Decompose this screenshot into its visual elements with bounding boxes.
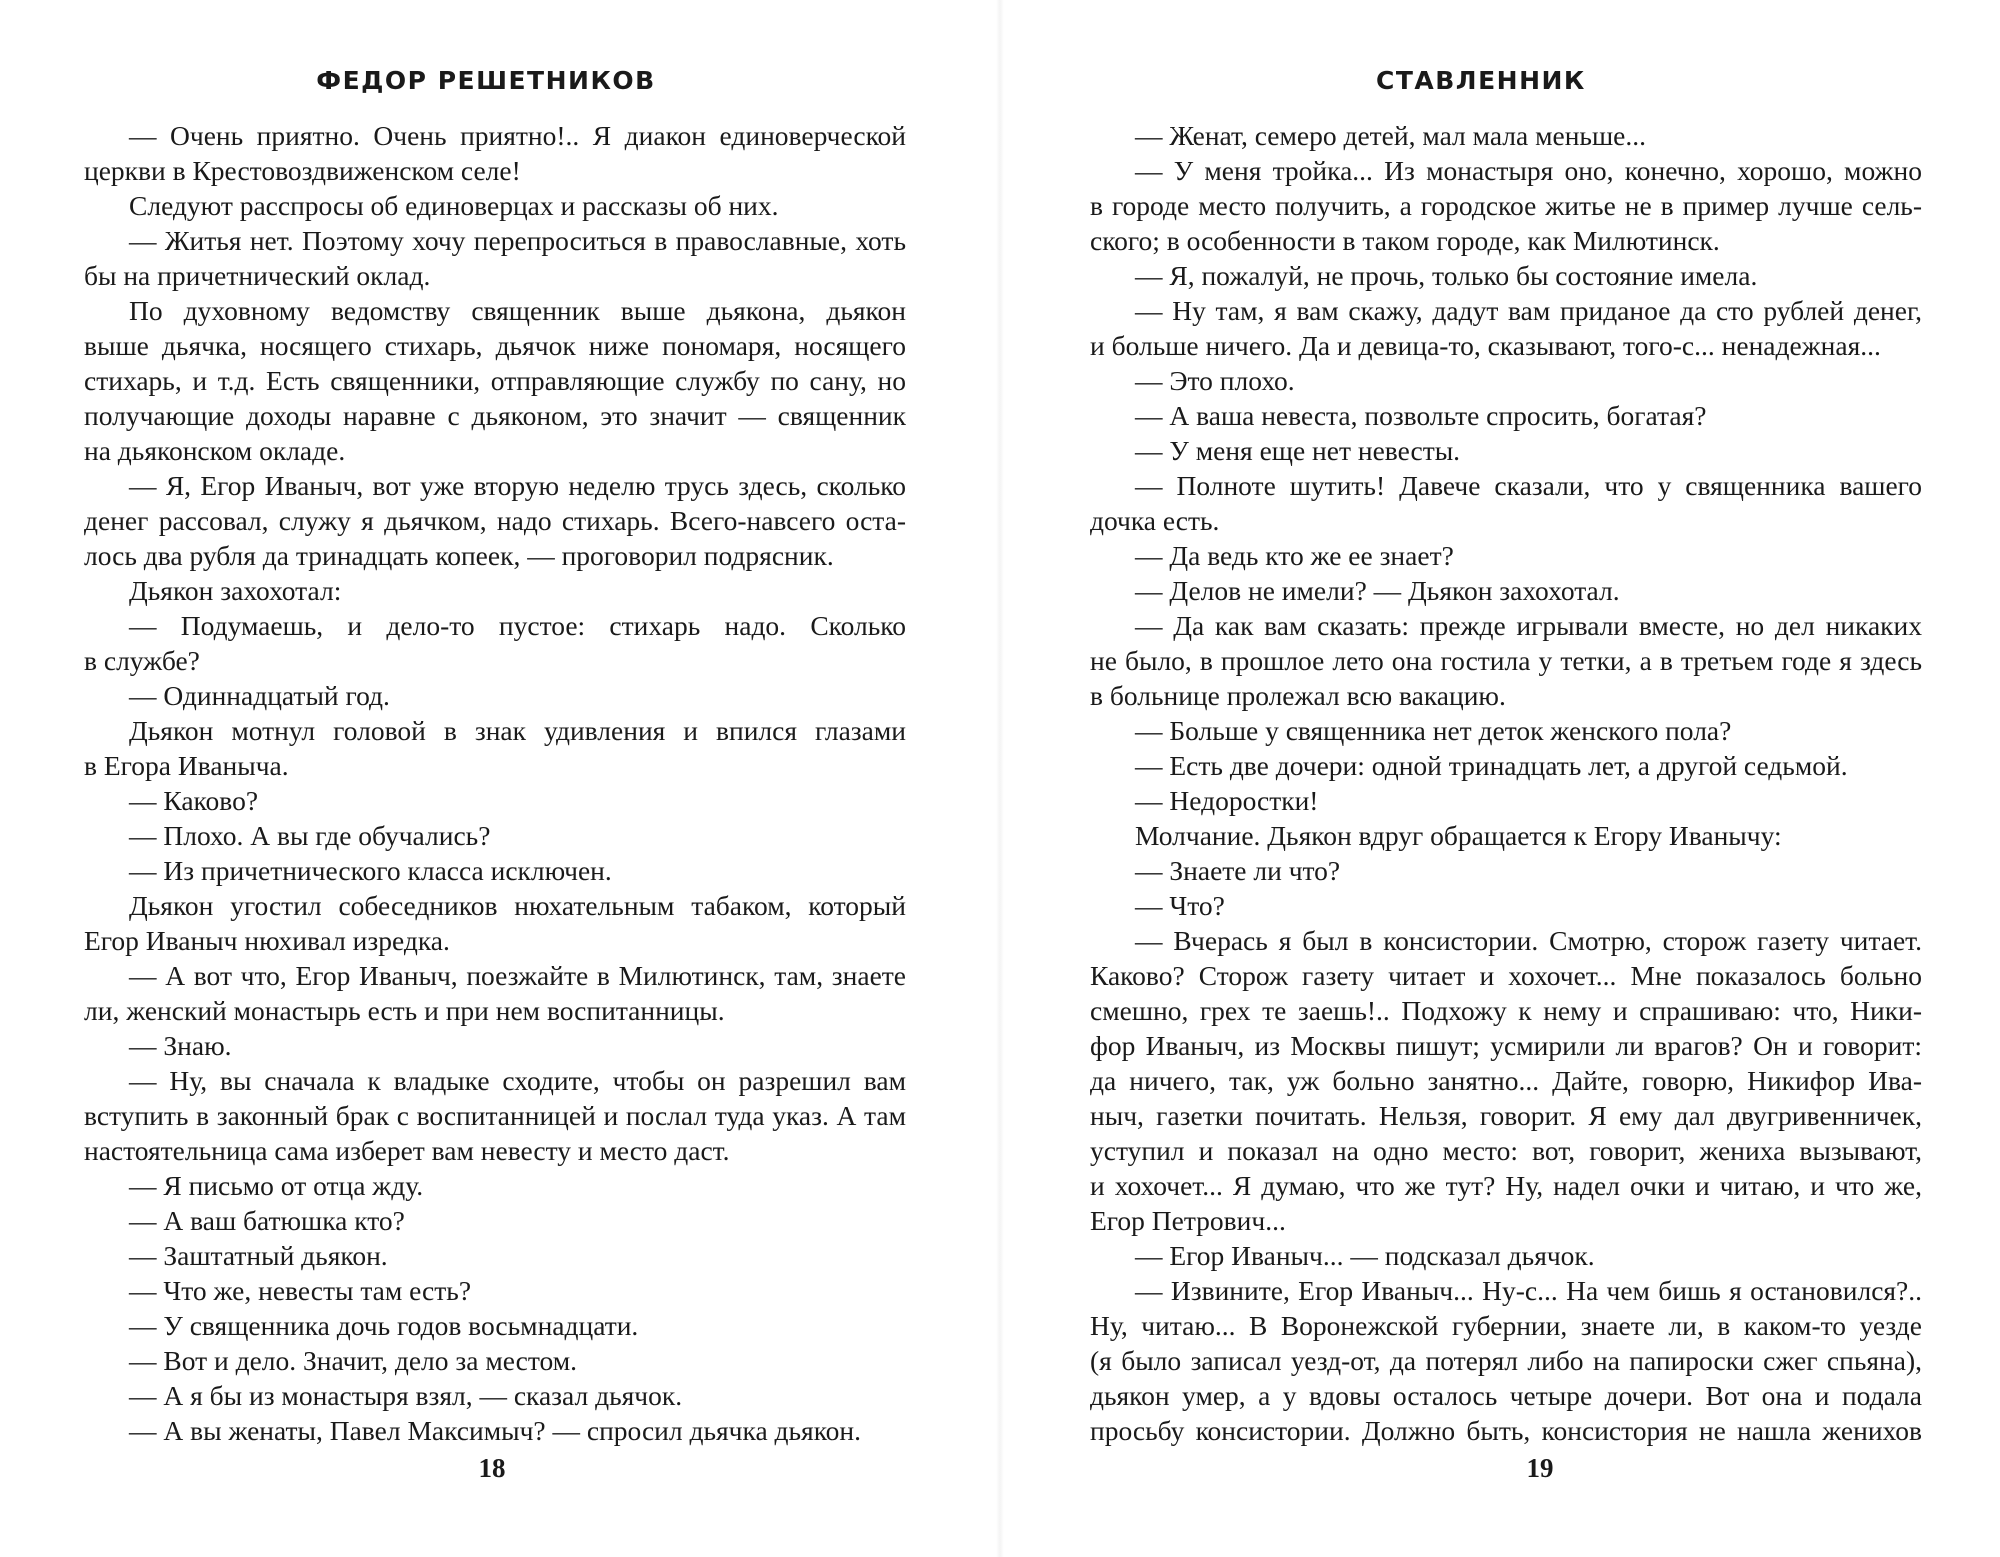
text-line: — Заштатный дьякон.: [129, 1240, 388, 1271]
text-line: — Я письмо от отца жду.: [129, 1170, 424, 1201]
text-line: — А вы женаты, Павел Максимыч? — спросил дьячка дьякон.: [129, 1415, 862, 1446]
text-line: — Плохо. А вы где обучались?: [129, 820, 491, 851]
text-line: Дьякон мотнул головой в знак удивления и впился глазами: [129, 715, 906, 746]
text-line: на дьяконском окладе.: [84, 435, 346, 466]
text-line: — Подумаешь, и дело-то пустое: стихарь надо. Сколько: [129, 610, 906, 641]
text-line: бы на причетнический оклад.: [84, 260, 431, 291]
text-line: — Знаете ли что?: [1135, 855, 1341, 886]
left-running-head: ФЕДОР РЕШЕТНИКОВ: [316, 66, 656, 95]
text-line: — Ну там, я вам скажу, дадут вам приданое да сто рублей денег,: [1135, 295, 1922, 326]
text-line: — Что?: [1135, 890, 1225, 921]
text-line: — Житья нет. Поэтому хочу перепроситься в православные, хоть: [129, 225, 906, 256]
right-page: [1000, 0, 2000, 1557]
text-line: денег рассовал, служу я дьячком, надо стихарь. Всего-навсего оста-: [84, 505, 906, 536]
text-line: Следуют расспросы об единоверцах и рассказы об них.: [129, 190, 779, 221]
text-line: Дьякон угостил собеседников нюхательным табаком, который: [129, 890, 906, 921]
text-line: — А вот что, Егор Иваныч, поезжайте в Милютинск, там, знаете: [129, 960, 906, 991]
right-running-head: СТАВЛЕННИК: [1376, 66, 1586, 95]
text-line: — Егор Иваныч... — подсказал дьячок.: [1135, 1240, 1595, 1271]
left-text-block: [84, 118, 906, 1448]
text-line: — А ваша невеста, позвольте спросить, богатая?: [1135, 400, 1707, 431]
text-line: в городе место получить, а городское житье не в пример лучше сель-: [1090, 190, 1922, 221]
text-line: — Больше у священника нет деток женского пола?: [1135, 715, 1732, 746]
text-line: Молчание. Дьякон вдруг обращается к Егору Иванычу:: [1135, 820, 1782, 851]
text-line: — Извините, Егор Иваныч... Ну-с... На чем бишь я остановился?..: [1135, 1275, 1922, 1306]
text-line: — Из причетнического класса исключен.: [129, 855, 612, 886]
text-line: в Егора Иваныча.: [84, 750, 289, 781]
text-line: церкви в Крестовоздвиженском селе!: [84, 155, 521, 186]
text-line: просьбу консистории. Должно быть, консистория не нашла женихов: [1090, 1415, 1922, 1446]
text-line: Каково? Сторож газету читает и хохочет... Мне показалось больно: [1090, 960, 1922, 991]
text-line: — У священника дочь годов восьмнадцати.: [129, 1310, 639, 1341]
text-line: стихарь, и т.д. Есть священники, отправляющие службу по сану, но: [84, 365, 906, 396]
text-line: — А ваш батюшка кто?: [129, 1205, 405, 1236]
text-line: — Я, пожалуй, не прочь, только бы состояние имела.: [1135, 260, 1758, 291]
text-line: уступил и показал на одно место: вот, говорит, жениха вызывают,: [1090, 1135, 1922, 1166]
text-line: — Что же, невесты там есть?: [129, 1275, 472, 1306]
text-line: да ничего, так, уж больно занятно... Дайте, говорю, Никифор Ива-: [1090, 1065, 1922, 1096]
text-line: Егор Петрович...: [1090, 1205, 1286, 1236]
text-line: Дьякон захохотал:: [129, 575, 342, 606]
text-line: — Вот и дело. Значит, дело за местом.: [129, 1345, 578, 1376]
right-text-block: [1090, 118, 1922, 1448]
text-line: — Я, Егор Иваныч, вот уже вторую неделю трусь здесь, сколько: [129, 470, 906, 501]
text-line: настоятельница сама изберет вам невесту и место даст.: [84, 1135, 730, 1166]
text-line: — Делов не имели? — Дьякон захохотал.: [1135, 575, 1620, 606]
text-line: — Очень приятно. Очень приятно!.. Я диакон единоверческой: [129, 120, 906, 151]
text-line: не было, в прошлое лето она гостила у тетки, а в третьем годе я здесь: [1090, 645, 1922, 676]
text-line: дочка есть.: [1090, 505, 1220, 536]
text-line: — У меня еще нет невесты.: [1135, 435, 1461, 466]
text-line: Егор Иваныч нюхивал изредка.: [84, 925, 450, 956]
right-page-number: 19: [1526, 1453, 1554, 1483]
text-line: — Одиннадцатый год.: [129, 680, 390, 711]
text-line: ли, женский монастырь есть и при нем воспитанницы.: [84, 995, 725, 1026]
text-line: — Недоростки!: [1135, 785, 1319, 816]
text-line: и больше ничего. Да и девица-то, сказывают, того-с... ненадежная...: [1090, 330, 1881, 361]
text-line: ского; в особенности в таком городе, как Милютинск.: [1090, 225, 1720, 256]
text-line: Ну, читаю... В Воронежской губернии, знаете ли, в каком-то уезде: [1090, 1310, 1922, 1341]
text-line: — Да как вам сказать: прежде игрывали вместе, но дел никаких: [1135, 610, 1922, 641]
text-line: — Ну, вы сначала к владыке сходите, чтобы он разрешил вам: [129, 1065, 906, 1096]
text-line: (я было записал уезд-от, да потерял либо на папироски сжег спьяна),: [1090, 1345, 1922, 1376]
text-line: — Женат, семеро детей, мал мала меньше...: [1135, 120, 1646, 151]
text-line: — А я бы из монастыря взял, — сказал дьячок.: [129, 1380, 683, 1411]
text-line: ныч, газетки почитать. Нельзя, говорит. Я ему дал двугривенничек,: [1090, 1100, 1922, 1131]
text-line: и хохочет... Я думаю, что же тут? Ну, надел очки и читаю, и что же,: [1090, 1170, 1922, 1201]
text-line: дьякон умер, а у вдовы осталось четыре дочери. Вот она и подала: [1090, 1380, 1922, 1411]
text-line: в службе?: [84, 645, 200, 676]
text-line: — Есть две дочери: одной тринадцать лет, а другой седьмой.: [1135, 750, 1848, 781]
text-line: — Вчерась я был в консистории. Смотрю, сторож газету читает.: [1135, 925, 1922, 956]
text-line: — Это плохо.: [1135, 365, 1295, 396]
text-line: вступить в законный брак с воспитанницей и послал туда указ. А там: [84, 1100, 906, 1131]
text-line: — Каково?: [129, 785, 259, 816]
text-line: получающие доходы наравне с дьяконом, это значит — священник: [84, 400, 906, 431]
text-line: По духовному ведомству священник выше дьякона, дьякон: [129, 295, 906, 326]
text-line: — Да ведь кто же ее знает?: [1135, 540, 1454, 571]
text-line: — У меня тройка... Из монастыря оно, конечно, хорошо, можно: [1135, 155, 1922, 186]
text-line: фор Иваныч, из Москвы пишут; усмирили ли врагов? Он и говорит:: [1090, 1030, 1922, 1061]
text-line: в больнице пролежал всю вакацию.: [1090, 680, 1506, 711]
text-line: лось два рубля да тринадцать копеек, — проговорил подрясник.: [84, 540, 834, 571]
text-line: — Полноте шутить! Давече сказали, что у священника вашего: [1135, 470, 1922, 501]
text-line: выше дьячка, носящего стихарь, дьячок ниже пономаря, носящего: [84, 330, 906, 361]
left-page-number: 18: [478, 1453, 506, 1483]
text-line: — Знаю.: [129, 1030, 232, 1061]
text-line: смешно, грех те заешь!.. Подхожу к нему и спрашиваю: что, Ники-: [1090, 995, 1922, 1026]
